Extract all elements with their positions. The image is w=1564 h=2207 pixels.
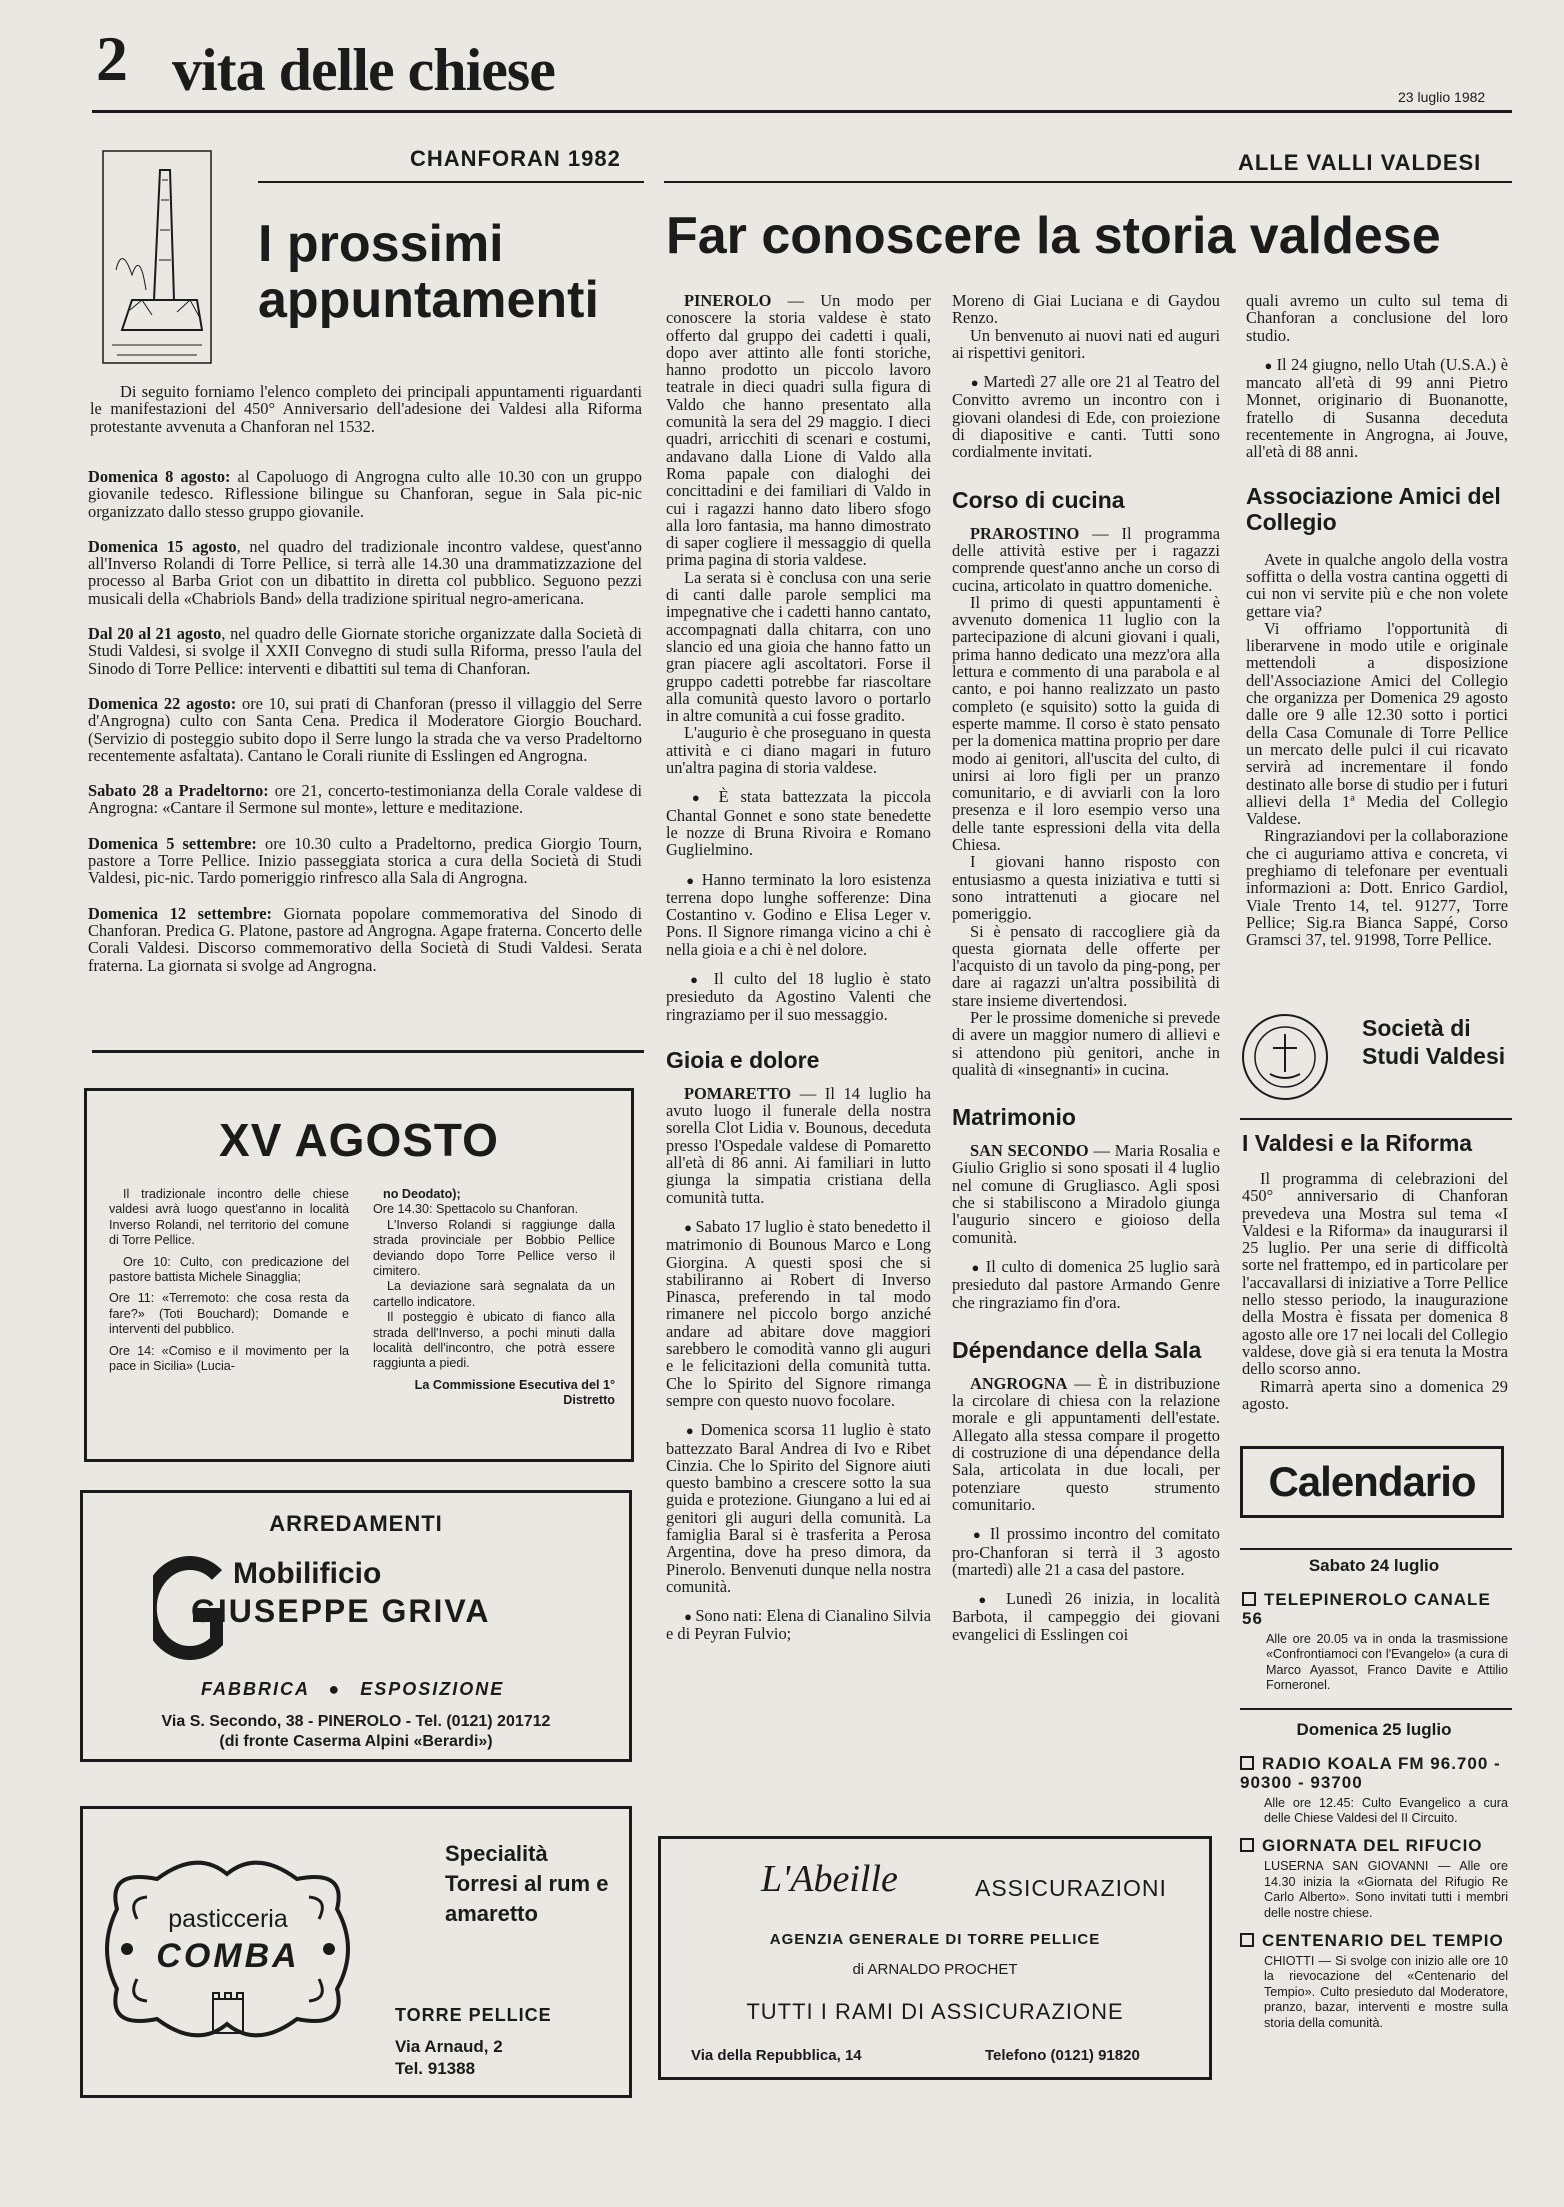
calendar-event-title: CENTENARIO DEL TEMPIO [1240, 1931, 1508, 1950]
article-text: Il programma di celebrazioni del 450° anniversario di Chanforan prevedeva una Mostra sul tema «I Valdesi e la Riforma» da inaugurarsi il 25 luglio. Per una serie di difficoltà sorte nel frattempo, ed in particolare per l'accavallarsi di iniziative a Torre Pellice nello stesso periodo, la inaugurazione della Mostra è fissata per domenica 8 agosto alle ore 17 nei locali del Collegio valdese, dove già si era tenuta la Mostra dello scorso anno. [1242, 1169, 1508, 1379]
ad-griva-line1: Mobilificio [233, 1557, 382, 1590]
appointment-date: Domenica 5 settembre: [88, 833, 257, 853]
xv-text: no Deodato); [383, 1187, 461, 1201]
monument-illustration [102, 150, 212, 364]
section-title-dependance: Dépendance della Sala [952, 1336, 1202, 1363]
article-lead: PINEROLO [684, 291, 772, 310]
ad-comba-tel: Tel. 91388 [395, 2059, 476, 2078]
article-text: Avete in qualche angolo della vostra soffitta o della vostra cantina oggetti di cui non vi servite più e che non volete gettare via? [1246, 549, 1508, 621]
article-text: Il culto del 18 luglio è stato presieduto da Agostino Valenti che ringraziamo per il suo messaggio. [666, 968, 932, 1024]
xv-text: Ore 14.30: Spettacolo su Chanforan. [373, 1202, 579, 1217]
article-text: Vi offriamo l'opportunità di liberarvene in modo utile e originale mettendoli a disposizione dell'Associazione Amici del Collegio che organizza per Domenica 29 agosto dalle ore 9 alle 12.30 sotto i portici della Casa Comunale di Torre Pellice un mercato delle pulci il cui ricavato servirà ad incrementare il fondo destinato alle borse di studio per i futuri allievi della 1ª Media del Collegio Valdese. [1246, 618, 1508, 829]
article-lead: PRAROSTINO [970, 523, 1080, 543]
masthead-title: vita delle chiese [172, 37, 555, 103]
article-paragraph [952, 594, 1220, 853]
article-paragraph [666, 871, 931, 958]
article-text: Rimarrà aperta sino a domenica 29 agosto. [1242, 1376, 1508, 1413]
article-text: Il prossimo incontro del comitato pro-Chanforan si terrà il 3 agosto (martedì) alle 21 a casa del pastore. [952, 1524, 1220, 1579]
calendar-event-title: TELEPINEROLO CANALE 56 [1242, 1590, 1491, 1628]
article-text: — Il programma delle attività estive per i ragazzi comprende quest'anno anche un corso di cucina, articolato in quattro domeniche. [952, 523, 1220, 595]
ad-griva-sub-right: ESPOSIZIONE [360, 1679, 505, 1699]
section-title-gioia: Gioia e dolore [666, 1046, 820, 1073]
article-paragraph [1246, 292, 1508, 344]
article-paragraph [1242, 1170, 1508, 1378]
article-text: — Maria Rosalia e Giulio Griglio si sono sposati il 4 luglio nel comune di Grugliasco. Agli sposi che si stabiliscono a Miradolo giunga l'augurio sincero e gioioso della comunità. [952, 1141, 1220, 1247]
article-paragraph [952, 1142, 1220, 1246]
xv-agosto-box [84, 1088, 634, 1462]
xv-agosto-title: XV AGOSTO [219, 1114, 499, 1166]
article-paragraph [952, 1590, 1220, 1643]
appointment-item [88, 468, 642, 520]
article-text: I giovani hanno risposto con entusiasmo a questa iniziativa e tutti si sono intrattenuti a giocare nel pomeriggio. [952, 852, 1220, 924]
article-paragraph [1246, 356, 1508, 461]
xv-text: Ore 10: Culto, con predicazione del pastore battista Michele Sinagglia; [109, 1254, 349, 1285]
appointment-text: al Capoluogo di Angrogna culto alle 10.30 con un gruppo giovanile tedesco. Riflessione bilingue su Chanforan, segue in Sala pic-nic organizzato dallo stesso gruppo giovanile. [88, 467, 642, 521]
article-paragraph [952, 923, 1220, 1009]
article-text: Sono nati: Elena di Cianalino Silvia e di Peyran Fulvio; [666, 1606, 932, 1644]
ad-abeille-phone: Telefono (0121) 91820 [985, 2047, 1140, 2064]
ad-abeille-agency: AGENZIA GENERALE DI TORRE PELLICE [769, 1931, 1101, 1948]
calendar-event [1240, 1836, 1508, 1921]
article-paragraph [952, 1009, 1220, 1078]
ad-griva-address: Via S. Secondo, 38 - PINEROLO - Tel. (0121) 201712 [161, 1713, 551, 1730]
headline-prossimi-appuntamenti: I prossimi appuntamenti [258, 215, 599, 329]
center-col1 [666, 292, 931, 1643]
article-text: Il culto di domenica 25 luglio sarà presieduto dal pastore Armando Genre che ringraziamo fin d'ora. [952, 1256, 1220, 1312]
appointment-item [88, 835, 642, 887]
bullet-icon: ● [328, 1679, 342, 1699]
page-number: 2 [96, 23, 128, 94]
article-paragraph [952, 1258, 1220, 1311]
ad-abeille-brand: ASSICURAZIONI [975, 1875, 1167, 1901]
societa-title: Società di Studi Valdesi [1362, 1015, 1506, 1069]
appointment-item [88, 905, 642, 974]
xv-text: Il tradizionale incontro delle chiese valdesi avrà luogo quest'anno in località Inverso Rolandi, nel territorio del comune di Torre Pellice. [109, 1187, 349, 1248]
calendar-list [1240, 1556, 1508, 2031]
xv-text: Il posteggio è ubicato di fianco alla strada dell'Inverso, a pochi minuti dalla località dell'incontro, che potrà essere raggiunta a piedi. [373, 1310, 615, 1371]
appointment-text: ore 21, concerto-testimonianza della Corale valdese di Angrogna: «Cantare il Sermone sul monte», letture e meditazione. [88, 781, 643, 818]
article-paragraph [952, 853, 1220, 922]
article-paragraph [666, 724, 931, 776]
article-lead: ANGROGNA [970, 1373, 1068, 1393]
article-paragraph [952, 525, 1220, 594]
article-text: Hanno terminato la loro esistenza terrena dopo lunghe sofferenze: Dina Costantino v. Godino e Elisa Leger v. Pons. Il Signore rimanga vicino a chi è nella gioia e a chi è nel dolore. [666, 869, 931, 959]
article-paragraph [666, 569, 931, 725]
ad-abeille-logo: L'Abeille [761, 1858, 898, 1900]
article-text: Domenica scorsa 11 luglio è stato battezzato Baral Andrea di Ivo e Ribet Cinzia. Che lo Spirito del Signore aiuti questo bambino a crescere sotto la sua guida e protezione. Giungano a lui ed ai genitori gli auguri della comunità. La famiglia Baral si è trasferita a Perosa Argentina, dove ha preso dimora, da Pinerolo. Benvenuti dunque nella nostra comunità. [666, 1420, 931, 1596]
ad-abeille-tagline: TUTTI I RAMI DI ASSICURAZIONE [746, 1999, 1124, 2024]
ad-griva-line2: GIUSEPPE GRIVA [191, 1593, 491, 1629]
headline-far-conoscere: Far conoscere la storia valdese [666, 207, 1441, 265]
article-text: Martedì 27 alle ore 21 al Teatro del Convitto avremo un incontro con i giovani olandesi di Ede, con proiezione di diapositive e canti. Tutti sono cordialmente invitati. [952, 372, 1220, 462]
article-paragraph [952, 1375, 1220, 1513]
section-kicker-valli: ALLE VALLI VALDESI [1238, 150, 1482, 175]
ad-griva-sub [201, 1679, 504, 1700]
section-title-cucina: Corso di cucina [952, 486, 1125, 513]
article-text: È stata battezzata la piccola Chantal Gonnet e sono state benedette le nozze di Bruna Rivoira e Romano Guglielmino. [666, 787, 931, 860]
intro-paragraph [90, 383, 642, 435]
xv-text: La deviazione sarà segnalata da un cartello indicatore. [373, 1279, 615, 1309]
appointment-text: Giornata popolare commemorativa del Sinodo di Chanforan. Predica G. Platone, pastore ad Angrogna. Agape fraterna. Concerto delle Corali Valdesi. Discorso commemorativo della Società di Studi Valdesi. Serata fraterna. La giornata si svolge ad Angrogna. [88, 903, 642, 975]
ad-comba-street: Via Arnaud, 2 [395, 2037, 503, 2056]
ad-abeille-agent: di ARNALDO PROCHET [852, 1961, 1018, 1978]
article-text: L'augurio è che proseguano in questa attività e ci diano magari in futuro un'altra pagina di storia valdese. [666, 723, 931, 778]
article-paragraph [666, 1218, 931, 1409]
calendario-title: Calendario [1268, 1458, 1476, 1505]
article-lead: SAN SECONDO [970, 1141, 1089, 1161]
appointment-item [88, 782, 642, 817]
article-text: Moreno di Giai Luciana e di Gaydou Renzo. [952, 291, 1220, 328]
section-title-matrimonio: Matrimonio [952, 1104, 1076, 1131]
calendar-event [1240, 1590, 1508, 1694]
ad-griva-top: ARREDAMENTI [269, 1511, 443, 1536]
article-paragraph [1242, 1378, 1508, 1413]
article-text: Si è pensato di raccogliere già da questa giornata delle offerte per l'acquisto di un tavolo da ping-pong, per dare ai ragazzi un'altra possibilità di stare insieme divertendosi. [952, 921, 1220, 1010]
appointment-date: Domenica 22 agosto: [88, 693, 237, 713]
ad-abeille-assicurazioni [658, 1836, 1212, 2080]
article-paragraph [1246, 551, 1508, 620]
article-lead: POMARETTO [684, 1083, 792, 1103]
article-text: — È in distribuzione la circolare di chiesa con la relazione morale e gli appuntamenti dell'estate. Allegato alla stessa compare il progetto di costruzione di una dépendance della Sala, articolata in due locali, per potenziare questo strumento comunitario. [952, 1373, 1220, 1514]
article-text: Sabato 17 luglio è stato benedetto il matrimonio di Bounous Marco e Long Giorgina. A questi sposi che si stabiliranno ai Robert di Inverso Pinasca, preferendo in tal modo rimanere nel piccolo borgo anziché andare ad abitare dove maggiori sarebbero le comodità vanno gli auguri e le felicitazioni della comunità tutta. Che lo Spirito del Signore rimanga sempre con questo nuovo focolare. [666, 1216, 931, 1410]
article-paragraph [666, 292, 931, 569]
appointment-text: , nel quadro delle Giornate storiche organizzate dalla Società di Studi Valdesi, si svolge il XXII Convegno di studi sulla Riforma, presso l'aula del Sinodo di Torre Pellice: interventi e dibattiti sul tema di Chanforan. [88, 624, 642, 678]
article-text: Il primo di questi appuntamenti è avvenuto domenica 11 luglio con la partecipazione di alcuni giovani i quali, prima hanno dedicato una mezz'ora alla lettura e commento di una parabola e al canto, e poi hanno realizzato un pasto completo (e squisito) sotto la guida di esperte mamme. Il corso è stato pensato per la domenica mattina proprio per dare modo ai genitori, all'uscita del culto, di unirsi ai loro figli per un pranzo comunitario, e di avviarli con la loro presenza e il loro esempio verso una delle tante espressioni della vita della Chiesa. [952, 592, 1220, 855]
article-paragraph [1246, 620, 1508, 828]
article-text: Per le prossime domeniche si prevede di avere un maggior numero di allievi e si attendono più genitori, anche in qualità di «insegnanti» in cucina. [952, 1007, 1220, 1079]
issue-date: 23 luglio 1982 [1398, 89, 1486, 105]
riforma-article [1242, 1130, 1508, 1412]
calendar-event-text: Alle ore 12.45: Culto Evangelico a cura delle Chiese Valdesi del II Circuito. [1264, 1795, 1508, 1826]
calendar-event-text: Alle ore 20.05 va in onda la trasmissione «Confrontiamoci con l'Evangelo» (a cura di Marco Ayassot, Franco Davite e Attilio Forneronel. [1266, 1632, 1508, 1693]
article-text: — Il 14 luglio ha avuto luogo il funerale della nostra sorella Clot Lidia v. Bounous, deceduta presso l'Ospedale valdese di Pomaretto all'età di 86 anni. Ai familiari in lutto giunga la simpatia cristiana della comunità tutta. [666, 1083, 931, 1207]
article-text: Ringraziandovi per la collaborazione che ci auguriamo attiva e concreta, vi preghiamo di telefonare per eventuali informazioni a: Dott. Enrico Gardiol, Viale Trento 14, tel. 91277, Torre Pellice; Sig.ra Bianca Sappé, Corso Gramsci 37, tel. 91998, Torre Pellice. [1246, 826, 1508, 950]
appointment-date: Domenica 15 agosto [88, 536, 237, 556]
appointment-date: Domenica 12 settembre: [88, 903, 273, 923]
ad-comba-name-top: pasticceria [168, 1905, 288, 1933]
xv-text: L'Inverso Rolandi si raggiunge dalla strada provinciale per Bobbio Pellice deviando dopo Torre Pellice verso il cimitero. [373, 1217, 615, 1279]
article-paragraph [952, 292, 1220, 327]
ad-comba-name: COMBA [156, 1937, 300, 1975]
article-paragraph [666, 970, 931, 1023]
calendario-box [1240, 1446, 1504, 1518]
section-title-associazione: Associazione Amici del Collegio [1246, 482, 1501, 535]
article-paragraph [952, 373, 1220, 460]
article-paragraph [666, 1607, 931, 1643]
appointment-text: , nel quadro del tradizionale incontro valdese, quest'anno all'Inverso Rolandi di Torre Pellice, si terrà alle 14.30 una drammatizzazione del processo al Barba Griot con un dibattito in diretta col pubblico. Seguono pezzi musicali della «Chabriols Band» della tradizione spiritual negro-americana. [88, 536, 642, 608]
ad-comba-city: TORRE PELLICE [395, 2005, 552, 2025]
checkbox-icon [1242, 1592, 1256, 1606]
section-title-riforma: I Valdesi e la Riforma [1242, 1130, 1473, 1156]
appointment-item [88, 625, 642, 677]
checkbox-icon [1240, 1838, 1254, 1852]
article-text: Il 24 giugno, nello Utah (U.S.A.) è mancato all'età di 99 anni Pietro Monnet, originario di Buonanotte, fratello di Susanna deceduta recentemente in Angrogna, ai Jouve, all'età di 88 anni. [1246, 354, 1508, 462]
article-text: La serata si è conclusa con una serie di canti dalle parole semplici ma impegnative che i cadetti hanno cantato, accompagnati dalla chitarra, con uno slancio ed una gioia che hanno fatto un gran piacere agli ascoltatori. Forse il gruppo cadetti potrebbe far riascoltare alla comunità questo lavoro o portarlo in altre comunità a cui fosse gradito. [666, 567, 931, 726]
appointment-text: ore 10, sui prati di Chanforan (presso il villaggio del Serre d'Angrogna) culto con Santa Cena. Predica il Moderatore Giorgio Bouchard. (Servizio di posteggio subito dopo il Serre lungo la strada che va verso Pradeltorno recentemente asfaltata). Cantano le Corali riunite di Esslingen ed Angrogna. [88, 693, 642, 765]
calendar-event-text: LUSERNA SAN GIOVANNI — Alle ore 14.30 inizia la «Giornata del Rifugio Re Carlo Alberto». Sono invitati tutti i membri delle nostre chiese. [1264, 1859, 1508, 1920]
article-text: — Un modo per conoscere la storia valdese è stato offerto dal gruppo dei cadetti i quali, dopo aver attinto alle fonti storiche, hanno prodotto un piccolo lavoro teatrale in dieci quadri sulla figura di Valdo che hanno presentato alla comunità la sera del 29 maggio. I dieci quadri, arricchiti di scenari e costumi, andavano dalla Lione di Valdo alla Roma papale con dialoghi dei concittadini e dei familiari di Valdo in cui i ragazzi hanno dato libero sfogo alla loro fantasia, ma hanno dimostrato di saper cogliere il messaggio di quella prima pagina di storia valdese. [666, 291, 931, 570]
ad-mobilificio-griva [80, 1490, 632, 1762]
ad-pasticceria-comba [80, 1806, 632, 2098]
xv-agosto-col2 [373, 1187, 615, 1409]
ad-griva-note: (di fronte Caserma Alpini «Berardi») [219, 1733, 493, 1750]
article-paragraph [666, 788, 931, 858]
article-paragraph [1246, 827, 1508, 948]
ad-comba-slogan: Specialità Torresi al rum e amaretto [445, 1841, 609, 1926]
right-col [1246, 292, 1508, 949]
xv-signature: La Commissione Esecutiva del 1° Distretto [414, 1377, 615, 1408]
checkbox-icon [1240, 1756, 1254, 1770]
ad-griva-sub-left: FABBRICA [201, 1679, 310, 1699]
article-paragraph [952, 327, 1220, 362]
article-text: Lunedì 26 inizia, in località Barbota, il campeggio dei giovani evangelici di Esslingen coi [952, 1589, 1220, 1644]
section-kicker-chanforan: CHANFORAN 1982 [410, 146, 621, 171]
xv-text: Ore 11: «Terremoto: che cosa resta da fare?» (Toti Bouchard); Domande e interventi del pubblico. [109, 1291, 349, 1337]
appointment-item [88, 695, 642, 764]
xv-text: Ore 14: «Comiso e il movimento per la pace in Sicilia» (Lucia- [109, 1343, 349, 1374]
calendar-day: Domenica 25 luglio [1296, 1719, 1452, 1739]
ad-abeille-address: Via della Repubblica, 14 [691, 2047, 862, 2064]
appointment-date: Sabato 28 a Pradeltorno: [88, 781, 269, 801]
calendar-event-title: RADIO KOALA FM 96.700 - 90300 - 93700 [1240, 1753, 1501, 1792]
calendar-day: Sabato 24 luglio [1308, 1556, 1440, 1575]
center-col2 [952, 292, 1220, 1643]
calendar-event-text: CHIOTTI — Si svolge con inizio alle ore 10 la rievocazione del «Centenario del Tempio». Culto presieduto dal Moderatore, pranzo, bazar, interventi e mostre sulla storia della comunità. [1264, 1954, 1508, 2030]
article-text: quali avremo un culto sul tema di Chanforan a conclusione del loro studio. [1246, 291, 1508, 345]
article-text: Un benvenuto ai nuovi nati ed auguri ai rispettivi genitori. [952, 325, 1220, 362]
article-paragraph [666, 1421, 931, 1595]
intro-text: Di seguito forniamo l'elenco completo dei principali appuntamenti riguardanti le manifestazioni del 450° Anniversario dell'adesione dei Valdesi alla Riforma protestante avvenuta a Chanforan nel 1532. [90, 382, 642, 436]
article-paragraph [952, 1525, 1220, 1578]
societa-seal-logo [1240, 1012, 1330, 1102]
xv-agosto-col1 [109, 1187, 349, 1374]
appointment-date: Dal 20 al 21 agosto [88, 624, 222, 644]
article-paragraph [666, 1085, 931, 1206]
appointment-text: ore 10.30 culto a Pradeltorno, predica Giorgio Tourn, pastore a Torre Pellice. Inizio passeggiata storica a cura della Società di Studi Valdesi, pic-nic. Tardo pomeriggio rinfresco alla Sala di Angrogna. [88, 833, 642, 888]
calendar-event-title: GIORNATA DEL RIFUCIO [1240, 1836, 1508, 1855]
appointment-date: Domenica 8 agosto: [88, 467, 231, 486]
appointment-item [88, 538, 642, 607]
checkbox-icon [1240, 1933, 1254, 1947]
appointments-list [88, 468, 642, 974]
calendar-event [1240, 1931, 1508, 2031]
calendar-event [1240, 1754, 1508, 1827]
